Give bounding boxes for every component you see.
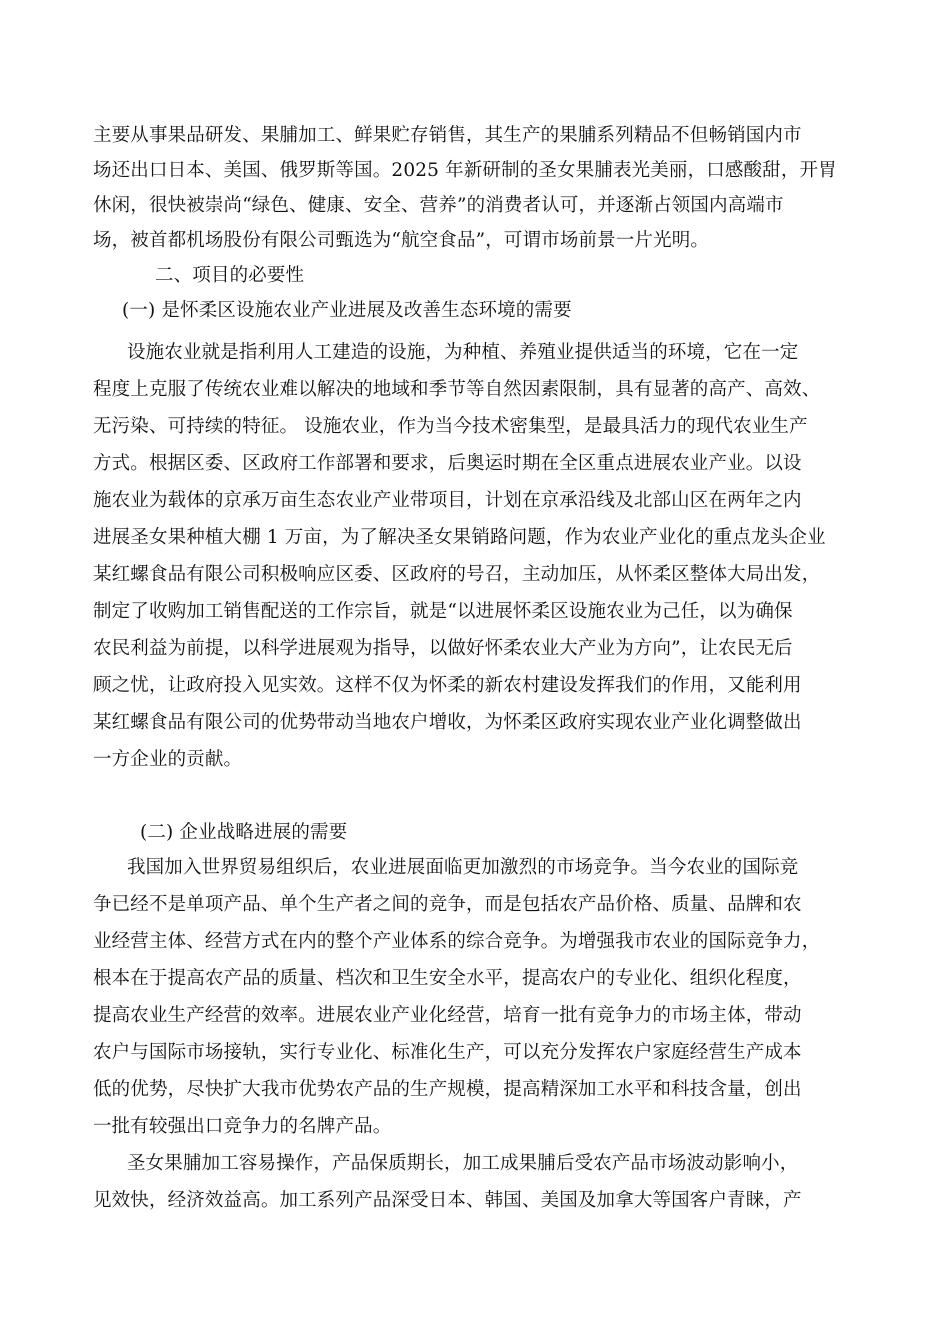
- text-line: 主要从事果品研发、果脯加工、鲜果贮存销售，其生产的果脯系列精品不但畅销国内市: [93, 125, 802, 146]
- text-line: 设施农业就是指利用人工建造的设施，为种植、养殖业提供适当的环境，它在一定: [127, 342, 799, 363]
- text-line: 争已经不是单项产品、单个生产者之间的竞争，而是包括农产品价格、质量、品牌和农: [93, 894, 802, 915]
- text-line: 农户与国际市场接轨，实行专业化、标准化生产，可以充分发挥农户家庭经营生产成本: [93, 1042, 802, 1063]
- text-line: 进展圣女果种植大棚 1 万亩，为了解决圣女果销路问题，作为农业产业化的重点龙头企业: [93, 527, 826, 548]
- text-line: 程度上克服了传统农业难以解决的地域和季节等自然因素限制，具有显著的高产、高效、: [93, 379, 821, 400]
- text-line: 场，被首都机场股份有限公司甄选为“航空食品”，可谓市场前景一片光明。: [93, 230, 710, 251]
- text-line: 根本在于提高农产品的质量、档次和卫生安全水平，提高农户的专业化、组织化程度，: [93, 968, 802, 989]
- subsection-heading: (一) 是怀柔区设施农业产业进展及改善生态环境的需要: [122, 300, 572, 321]
- text-line: 业经营主体、经营方式在内的整个产业体系的综合竞争。为增强我市农业的国际竞争力，: [93, 931, 821, 952]
- text-line: 场还出口日本、美国、俄罗斯等国。2025 年新研制的圣女果脯表光美丽，口感酸甜，开胃: [93, 160, 837, 181]
- section-heading: 二、项目的必要性: [155, 265, 305, 286]
- text-line: 方式。根据区委、区政府工作部署和要求，后奥运时期在全区重点进展农业产业。以设: [93, 453, 802, 474]
- text-line: 低的优势，尽快扩大我市优势农产品的生产规模，提高精深加工水平和科技含量，创出: [93, 1079, 802, 1100]
- text-line: 一批有较强出口竞争力的名牌产品。: [93, 1116, 392, 1137]
- subsection-heading: (二) 企业战略进展的需要: [140, 822, 348, 843]
- text-line: 施农业为载体的京承万亩生态农业产业带项目，计划在京承沿线及北部山区在两年之内: [93, 490, 802, 511]
- text-line: 某红螺食品有限公司的优势带动当地农户增收，为怀柔区政府实现农业产业化调整做出: [93, 712, 802, 733]
- text-line: 制定了收购加工销售配送的工作宗旨，就是“以进展怀柔区设施农业为己任，以为确保: [93, 601, 793, 622]
- text-line: 休闲，很快被崇尚“绿色、健康、安全、营养”的消费者认可，并逐渐占领国内高端市: [93, 195, 784, 216]
- text-line: 无污染、可持续的特征。 设施农业，作为当今技术密集型，是最具活力的现代农业生产: [93, 416, 808, 437]
- text-line: 农民利益为前提，以科学进展观为指导，以做好怀柔农业大产业为方向”，让农民无后: [93, 638, 793, 659]
- text-line: 顾之忧，让政府投入见实效。这样不仅为怀柔的新农村建设发挥我们的作用，又能利用: [93, 675, 802, 696]
- text-line: 我国加入世界贸易组织后，农业进展面临更加激烈的市场竞争。当今农业的国际竞: [127, 857, 799, 878]
- text-line: 某红螺食品有限公司积极响应区委、区政府的号召，主动加压，从怀柔区整体大局出发，: [93, 564, 821, 585]
- text-line: 见效快，经济效益高。加工系列产品深受日本、韩国、美国及加拿大等国客户青睐，产: [93, 1190, 802, 1211]
- text-line: 圣女果脯加工容易操作，产品保质期长，加工成果脯后受农产品市场波动影响小，: [127, 1153, 799, 1174]
- text-line: 一方企业的贡献。: [93, 749, 243, 770]
- text-line: 提高农业生产经营的效率。进展农业产业化经营，培育一批有竞争力的市场主体，带动: [93, 1005, 802, 1026]
